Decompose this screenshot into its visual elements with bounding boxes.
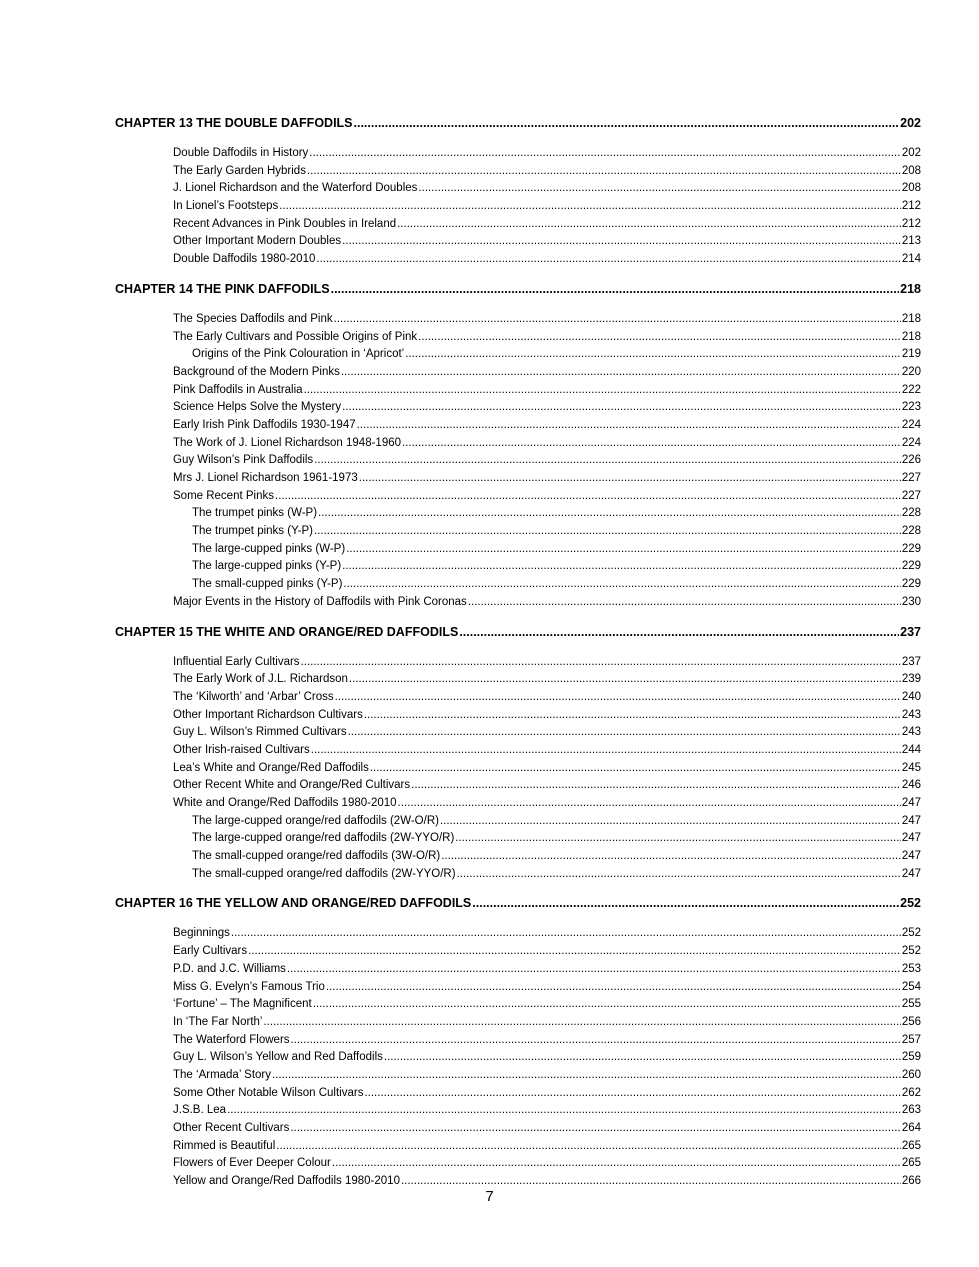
toc-section-page: 214 bbox=[901, 253, 921, 266]
toc-section bbox=[173, 399, 921, 417]
toc-subsection-title: Origins of the Pink Colouration in ‘Apricot’ bbox=[192, 348, 405, 361]
toc-section bbox=[173, 1067, 921, 1085]
toc-section-title: Guy Wilson’s Pink Daffodils bbox=[173, 454, 314, 467]
toc-section-title: ‘Fortune’ – The Magnificent bbox=[173, 998, 312, 1011]
toc-section bbox=[173, 707, 921, 725]
dot-leader bbox=[227, 1102, 901, 1120]
toc-section-page: 246 bbox=[901, 779, 921, 792]
toc-section-title: Beginnings bbox=[173, 927, 230, 940]
toc-section-page: 262 bbox=[901, 1086, 921, 1099]
toc-section bbox=[173, 996, 921, 1014]
toc-section-title: In ‘The Far North’ bbox=[173, 1015, 263, 1028]
chapter-heading-page: 252 bbox=[900, 896, 921, 911]
dot-leader bbox=[348, 724, 901, 742]
toc-subsection bbox=[192, 866, 921, 884]
dot-leader bbox=[364, 1085, 900, 1103]
toc-section bbox=[173, 594, 921, 612]
toc-section bbox=[173, 163, 921, 181]
dot-leader bbox=[334, 311, 901, 329]
dot-leader bbox=[472, 895, 899, 911]
toc-section bbox=[173, 1085, 921, 1103]
dot-leader bbox=[304, 382, 901, 400]
toc-section-page: 266 bbox=[901, 1175, 921, 1188]
dot-leader bbox=[311, 742, 901, 760]
toc-section-page: 253 bbox=[901, 962, 921, 975]
spacer bbox=[115, 297, 921, 311]
toc-section bbox=[173, 961, 921, 979]
toc-section bbox=[173, 654, 921, 672]
dot-leader bbox=[349, 671, 901, 689]
toc-section-page: 252 bbox=[901, 927, 921, 940]
toc-section-title: Major Events in the History of Daffodils with Pink Coronas bbox=[173, 595, 467, 608]
toc-section-page: 257 bbox=[901, 1033, 921, 1046]
toc-section bbox=[173, 1138, 921, 1156]
toc-section-title: Other Important Richardson Cultivars bbox=[173, 708, 363, 721]
toc-section-page: 218 bbox=[901, 312, 921, 325]
toc-section-title: The Early Work of J.L. Richardson bbox=[173, 673, 348, 686]
toc-section-title: Double Daffodils 1980-2010 bbox=[173, 253, 316, 266]
toc-subsection-title: The large-cupped pinks (Y-P) bbox=[192, 560, 342, 573]
toc-section-title: The ‘Armada’ Story bbox=[173, 1068, 271, 1081]
dot-leader bbox=[309, 145, 901, 163]
toc-section-title: Recent Advances in Pink Doubles in Ireland bbox=[173, 217, 397, 230]
toc-section-title: Other Recent White and Orange/Red Cultivars bbox=[173, 779, 411, 792]
chapter-heading-title: CHAPTER 14 THE PINK DAFFODILS bbox=[115, 281, 330, 296]
toc-section-page: 202 bbox=[901, 147, 921, 159]
toc-subsection-page: 228 bbox=[901, 507, 921, 520]
chapter-heading-page: 237 bbox=[900, 624, 921, 639]
dot-leader bbox=[313, 996, 901, 1014]
toc-section bbox=[173, 329, 921, 347]
toc-section bbox=[173, 216, 921, 234]
toc-section-title: The Waterford Flowers bbox=[173, 1033, 290, 1046]
toc-section bbox=[173, 488, 921, 506]
toc-subsection-page: 247 bbox=[901, 867, 921, 880]
toc-subsection-title: The trumpet pinks (W-P) bbox=[192, 507, 318, 520]
toc-section bbox=[173, 925, 921, 943]
toc-section-page: 245 bbox=[901, 761, 921, 774]
toc-section bbox=[173, 470, 921, 488]
toc-subsection-page: 229 bbox=[901, 578, 921, 591]
dot-leader bbox=[290, 1120, 900, 1138]
chapter-heading-page: 218 bbox=[900, 281, 921, 296]
toc-section bbox=[173, 251, 921, 269]
toc-section bbox=[173, 671, 921, 689]
toc-subsection-title: The large-cupped orange/red daffodils (2W-O/R) bbox=[192, 814, 439, 827]
toc-section-title: Influential Early Cultivars bbox=[173, 655, 300, 668]
toc-subsection-page: 247 bbox=[901, 814, 921, 827]
toc-subsection-title: The small-cupped orange/red daffodils (2W-YYO/R) bbox=[192, 867, 456, 880]
dot-leader bbox=[314, 523, 901, 541]
dot-leader bbox=[441, 848, 901, 866]
toc-section bbox=[173, 1102, 921, 1120]
toc-section-title: Flowers of Ever Deeper Colour bbox=[173, 1157, 331, 1170]
toc-section bbox=[173, 1120, 921, 1138]
dot-leader bbox=[342, 558, 901, 576]
toc-section bbox=[173, 198, 921, 216]
dot-leader bbox=[332, 1155, 901, 1173]
toc-section bbox=[173, 435, 921, 453]
toc-section-page: 237 bbox=[901, 655, 921, 668]
dot-leader bbox=[405, 346, 901, 364]
toc-section-title: Other Irish-raised Cultivars bbox=[173, 743, 310, 756]
toc-section-title: Rimmed is Beautiful bbox=[173, 1139, 276, 1152]
toc-subsection-page: 229 bbox=[901, 560, 921, 573]
toc-section-title: Guy L. Wilson’s Rimmed Cultivars bbox=[173, 726, 347, 739]
toc-section-title: Early Irish Pink Daffodils 1930-1947 bbox=[173, 418, 356, 431]
toc-section-page: 239 bbox=[901, 673, 921, 686]
dot-leader bbox=[331, 281, 900, 297]
dot-leader bbox=[398, 795, 901, 813]
toc-section-page: 265 bbox=[901, 1139, 921, 1152]
toc-section-page: 227 bbox=[901, 489, 921, 502]
toc-section-title: Miss G. Evelyn’s Famous Trio bbox=[173, 980, 325, 993]
dot-leader bbox=[301, 654, 901, 672]
spacer bbox=[115, 640, 921, 654]
toc-section bbox=[173, 795, 921, 813]
toc-section bbox=[173, 417, 921, 435]
toc-subsection bbox=[192, 830, 921, 848]
toc-section-page: 224 bbox=[901, 418, 921, 431]
chapter-heading-title: CHAPTER 16 THE YELLOW AND ORANGE/RED DAFFODILS bbox=[115, 896, 472, 911]
chapter-heading bbox=[115, 281, 921, 297]
dot-leader bbox=[459, 624, 899, 640]
dot-leader bbox=[318, 505, 901, 523]
dot-leader bbox=[287, 961, 901, 979]
toc-section-page: 254 bbox=[901, 980, 921, 993]
spacer bbox=[115, 131, 921, 145]
toc-section-title: Some Other Notable Wilson Cultivars bbox=[173, 1086, 364, 1099]
toc-subsection-title: The small-cupped orange/red daffodils (3W-O/R) bbox=[192, 850, 441, 863]
toc-section-page: 260 bbox=[901, 1068, 921, 1081]
toc-section-page: 224 bbox=[901, 436, 921, 449]
toc-subsection-title: The large-cupped orange/red daffodils (2W-YYO/R) bbox=[192, 832, 455, 845]
toc-section-title: J. Lionel Richardson and the Waterford Doubles bbox=[173, 182, 418, 195]
toc-section-title: Early Cultivars bbox=[173, 945, 248, 958]
toc-section-page: 230 bbox=[901, 595, 921, 608]
toc-subsection-page: 229 bbox=[901, 542, 921, 555]
toc-subsection-title: The trumpet pinks (Y-P) bbox=[192, 525, 314, 538]
dot-leader bbox=[291, 1032, 901, 1050]
toc-subsection-page: 228 bbox=[901, 525, 921, 538]
toc-section-title: The Early Garden Hybrids bbox=[173, 164, 306, 177]
toc-section-page: 208 bbox=[901, 164, 921, 177]
toc-section bbox=[173, 760, 921, 778]
chapter-heading-page: 202 bbox=[900, 116, 921, 130]
toc-section-title: The Early Cultivars and Possible Origins of Pink bbox=[173, 330, 418, 343]
toc-section-page: 226 bbox=[901, 454, 921, 467]
dot-leader bbox=[411, 777, 901, 795]
toc-subsection-title: The large-cupped pinks (W-P) bbox=[192, 542, 346, 555]
dot-leader bbox=[341, 364, 901, 382]
toc-section bbox=[173, 382, 921, 400]
dot-leader bbox=[335, 689, 901, 707]
dot-leader bbox=[359, 470, 901, 488]
toc-section-page: 208 bbox=[901, 182, 921, 195]
dot-leader bbox=[248, 943, 901, 961]
dot-leader bbox=[418, 180, 900, 198]
dot-leader bbox=[275, 488, 901, 506]
chapter-heading bbox=[115, 115, 921, 131]
toc-section-page: 212 bbox=[901, 200, 921, 213]
dot-leader bbox=[397, 216, 901, 234]
dot-leader bbox=[342, 399, 901, 417]
dot-leader bbox=[342, 233, 901, 251]
toc-subsection bbox=[192, 813, 921, 831]
toc-section bbox=[173, 724, 921, 742]
toc-section bbox=[173, 1032, 921, 1050]
chapter-heading-title: CHAPTER 13 THE DOUBLE DAFFODILS bbox=[115, 116, 353, 130]
dot-leader bbox=[357, 417, 901, 435]
toc-section bbox=[173, 689, 921, 707]
dot-leader bbox=[455, 830, 901, 848]
toc-section-title: The ‘Kilworth’ and ‘Arbar’ Cross bbox=[173, 690, 334, 703]
chapter-heading-title: CHAPTER 15 THE WHITE AND ORANGE/RED DAFFODILS bbox=[115, 624, 459, 639]
toc-section-page: 247 bbox=[901, 797, 921, 809]
toc-subsection-page: 247 bbox=[901, 850, 921, 863]
dot-leader bbox=[343, 576, 900, 594]
table-of-contents bbox=[115, 115, 921, 1191]
page-number: 7 bbox=[485, 1188, 494, 1205]
toc-subsection-page: 247 bbox=[901, 832, 921, 845]
toc-section-page: 220 bbox=[901, 365, 921, 378]
toc-section-title: Double Daffodils in History bbox=[173, 147, 309, 159]
dot-leader bbox=[279, 198, 901, 216]
toc-section-title: The Work of J. Lionel Richardson 1948-1960 bbox=[173, 436, 402, 449]
toc-section bbox=[173, 233, 921, 251]
dot-leader bbox=[402, 435, 901, 453]
toc-section-title: Guy L. Wilson’s Yellow and Red Daffodils bbox=[173, 1051, 383, 1064]
toc-section-title: In Lionel’s Footsteps bbox=[173, 200, 279, 213]
dot-leader bbox=[384, 1049, 901, 1067]
dot-leader bbox=[314, 452, 901, 470]
toc-subsection bbox=[192, 346, 921, 364]
toc-section bbox=[173, 145, 921, 163]
toc-subsection-title: The small-cupped pinks (Y-P) bbox=[192, 578, 343, 591]
toc-subsection bbox=[192, 505, 921, 523]
dot-leader bbox=[276, 1138, 901, 1156]
dot-leader bbox=[307, 163, 901, 181]
toc-section bbox=[173, 364, 921, 382]
toc-section bbox=[173, 742, 921, 760]
dot-leader bbox=[468, 594, 901, 612]
dot-leader bbox=[354, 115, 900, 131]
toc-section bbox=[173, 311, 921, 329]
dot-leader bbox=[326, 979, 901, 997]
toc-subsection bbox=[192, 576, 921, 594]
toc-section-page: 218 bbox=[901, 330, 921, 343]
toc-section-title: Pink Daffodils in Australia bbox=[173, 383, 303, 396]
toc-section-page: 265 bbox=[901, 1157, 921, 1170]
spacer bbox=[115, 911, 921, 925]
toc-subsection bbox=[192, 523, 921, 541]
toc-section-page: 256 bbox=[901, 1015, 921, 1028]
dot-leader bbox=[370, 760, 901, 778]
toc-section-page: 243 bbox=[901, 726, 921, 739]
toc-section-title: Science Helps Solve the Mystery bbox=[173, 401, 342, 414]
toc-section-title: Background of the Modern Pinks bbox=[173, 365, 340, 378]
toc-section bbox=[173, 1049, 921, 1067]
toc-subsection bbox=[192, 558, 921, 576]
dot-leader bbox=[418, 329, 901, 347]
toc-section-title: J.S.B. Lea bbox=[173, 1104, 227, 1117]
toc-section bbox=[173, 180, 921, 198]
chapter-heading bbox=[115, 895, 921, 911]
toc-section-page: 213 bbox=[901, 235, 921, 248]
toc-section bbox=[173, 979, 921, 997]
toc-section-page: 223 bbox=[901, 401, 921, 414]
toc-section-page: 259 bbox=[901, 1051, 921, 1064]
dot-leader bbox=[457, 866, 901, 884]
toc-section-title: Lea’s White and Orange/Red Daffodils bbox=[173, 761, 369, 774]
toc-section-page: 255 bbox=[901, 998, 921, 1011]
toc-section-title: Yellow and Orange/Red Daffodils 1980-2010 bbox=[173, 1175, 400, 1188]
toc-section-title: Other Important Modern Doubles bbox=[173, 235, 342, 248]
toc-section bbox=[173, 1014, 921, 1032]
toc-section-title: The Species Daffodils and Pink bbox=[173, 312, 333, 325]
toc-section-title: Other Recent Cultivars bbox=[173, 1122, 290, 1134]
dot-leader bbox=[346, 541, 901, 559]
toc-section-page: 264 bbox=[901, 1122, 921, 1134]
toc-section-title: White and Orange/Red Daffodils 1980-2010 bbox=[173, 797, 397, 809]
dot-leader bbox=[263, 1014, 900, 1032]
toc-section-page: 222 bbox=[901, 383, 921, 396]
toc-section-page: 240 bbox=[901, 690, 921, 703]
toc-subsection bbox=[192, 541, 921, 559]
toc-section bbox=[173, 452, 921, 470]
toc-section-page: 263 bbox=[901, 1104, 921, 1117]
toc-section-title: Mrs J. Lionel Richardson 1961-1973 bbox=[173, 472, 358, 484]
dot-leader bbox=[231, 925, 901, 943]
toc-section-page: 244 bbox=[901, 743, 921, 756]
toc-section bbox=[173, 943, 921, 961]
dot-leader bbox=[364, 707, 901, 725]
toc-section-title: P.D. and J.C. Williams bbox=[173, 962, 286, 975]
toc-subsection-page: 219 bbox=[901, 348, 921, 361]
chapter-heading bbox=[115, 624, 921, 640]
dot-leader bbox=[440, 813, 901, 831]
toc-section-page: 212 bbox=[901, 217, 921, 230]
toc-section-page: 252 bbox=[901, 945, 921, 958]
toc-subsection bbox=[192, 848, 921, 866]
toc-section-page: 227 bbox=[901, 472, 921, 484]
toc-section bbox=[173, 1155, 921, 1173]
dot-leader bbox=[316, 251, 900, 269]
dot-leader bbox=[272, 1067, 901, 1085]
toc-section bbox=[173, 777, 921, 795]
toc-section-page: 243 bbox=[901, 708, 921, 721]
toc-section-title: Some Recent Pinks bbox=[173, 489, 274, 502]
